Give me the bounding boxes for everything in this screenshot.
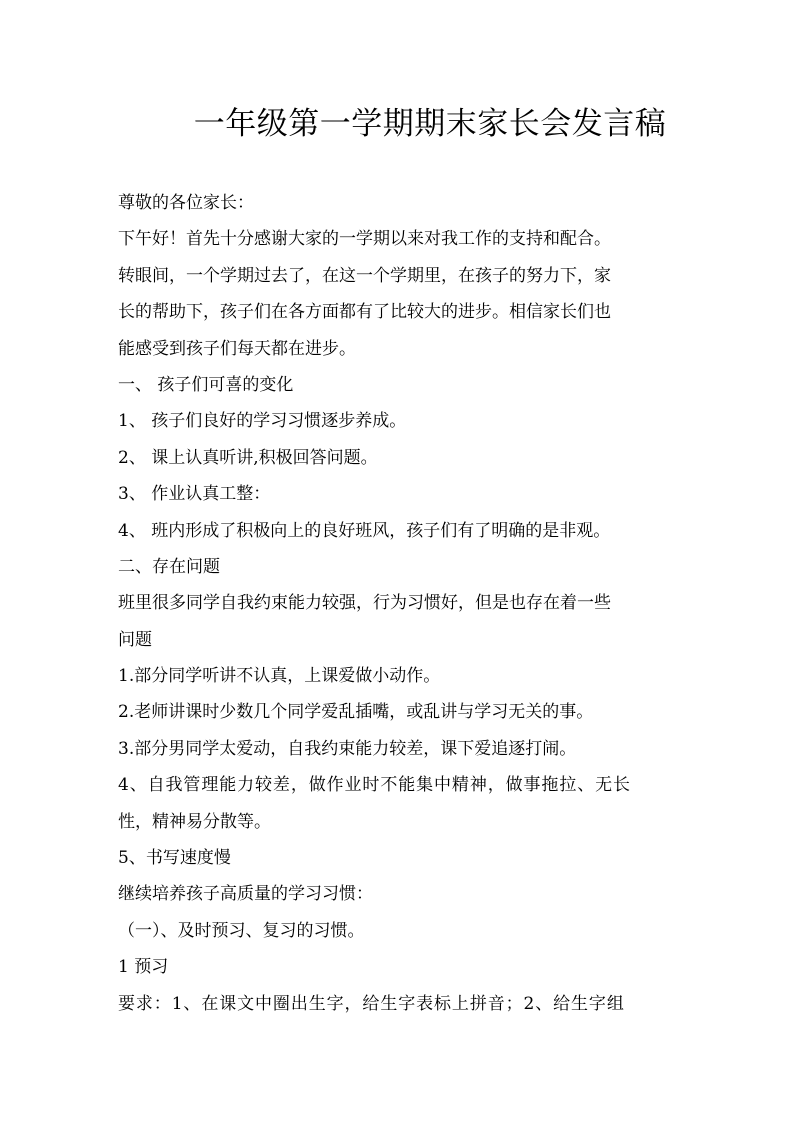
paragraph-line: 班里很多同学自我约束能力较强，行为习惯好，但是也存在着一些 (118, 593, 611, 614)
document-body (118, 185, 688, 1022)
list-item-continuation: 性，精神易分散等。 (118, 811, 271, 832)
list-item: 2、 课上认真听讲,积极回答问题。 (118, 447, 378, 468)
list-item: 3、 作业认真工整： (118, 484, 271, 505)
list-item: 5、书写速度慢 (118, 848, 231, 869)
paragraph-line: 能感受到孩子们每天都在进步。 (118, 338, 356, 359)
list-item: 1.部分同学听讲不认真，上课爱做小动作。 (118, 666, 441, 687)
paragraph-line: 转眼间，一个学期过去了，在这一个学期里，在孩子的努力下，家 (118, 265, 611, 286)
paragraph-line: 下午好！首先十分感谢大家的一学期以来对我工作的支持和配合。 (118, 229, 611, 250)
salutation: 尊敬的各位家长： (118, 193, 254, 213)
subsection-heading: 1 预习 (118, 957, 169, 978)
list-item: 4、自我管理能力较差，做作业时不能集中精神，做事拖拉、无长 (118, 775, 631, 796)
subsection-heading: （一）、及时预习、复习的习惯。 (118, 920, 365, 941)
list-item: 2.老师讲课时少数几个同学爱乱插嘴，或乱讲与学习无关的事。 (118, 702, 594, 723)
document-title: 一年级第一学期期末家长会发言稿 (193, 106, 667, 142)
paragraph-line: 问题 (118, 629, 152, 650)
section-heading: 一、 孩子们可喜的变化 (118, 374, 294, 395)
list-item: 3.部分男同学太爱动，自我约束能力较差，课下爱追逐打闹。 (118, 738, 577, 759)
section-heading: 二、存在问题 (118, 556, 220, 577)
paragraph-line: 要求：1、在课文中圈出生字，给生字表标上拼音；2、给生字组 (118, 993, 625, 1014)
paragraph-line: 长的帮助下，孩子们在各方面都有了比较大的进步。相信家长们也 (118, 302, 611, 323)
list-item: 4、 班内形成了积极向上的良好班风，孩子们有了明确的是非观。 (118, 520, 611, 541)
section-heading: 继续培养孩子高质量的学习习惯： (118, 884, 373, 905)
list-item: 1、 孩子们良好的学习习惯逐步养成。 (118, 411, 407, 432)
